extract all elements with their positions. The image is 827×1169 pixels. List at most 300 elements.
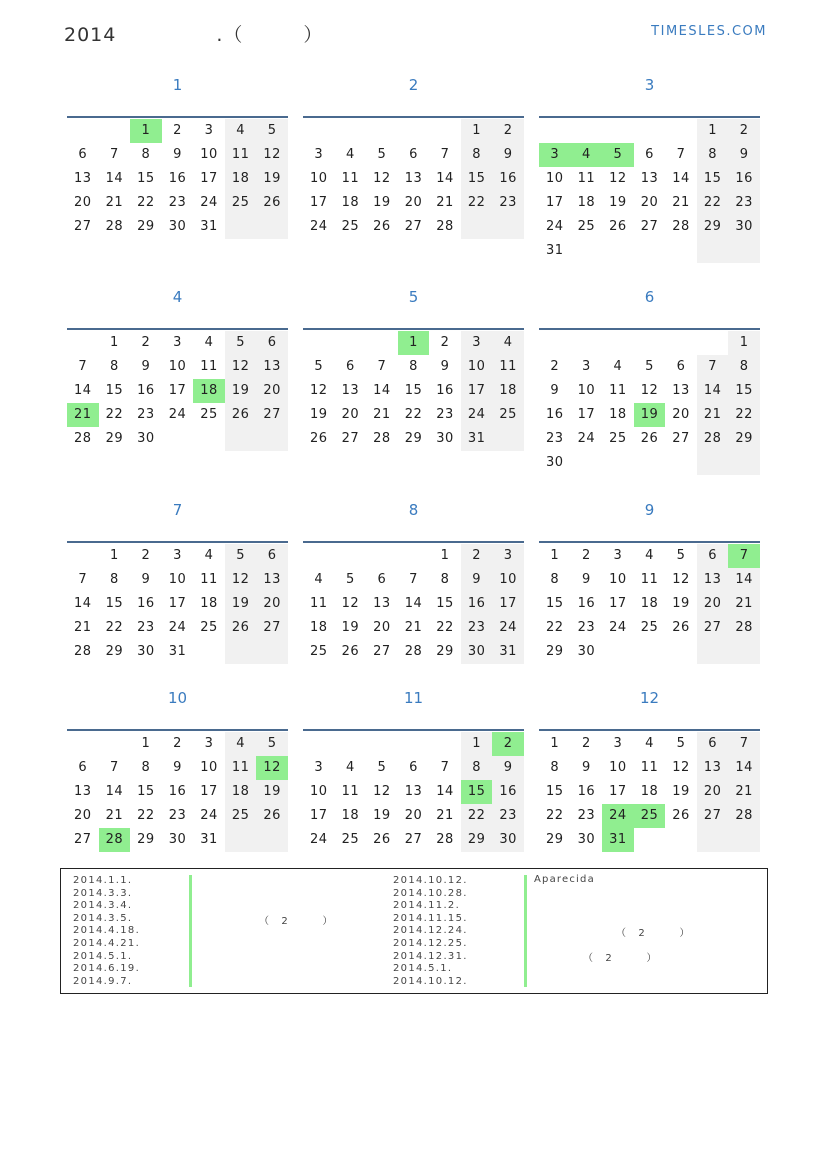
day-cell[interactable]: 1 — [550, 548, 560, 563]
day-cell[interactable]: 7 — [109, 760, 119, 775]
day-cell[interactable]: 11 — [200, 572, 218, 587]
day-cell[interactable]: 11 — [492, 355, 524, 379]
day-cell[interactable]: 1 — [440, 548, 450, 563]
day-cell[interactable]: 18 — [225, 780, 257, 804]
day-cell[interactable]: 13 — [404, 784, 423, 799]
day-cell[interactable]: 4 — [492, 331, 524, 355]
day-cell[interactable]: 13 — [341, 383, 360, 398]
day-cell[interactable]: 29 — [546, 644, 564, 659]
day-cell[interactable]: 20 — [640, 195, 659, 210]
day-cell[interactable]: 30 — [577, 644, 596, 659]
day-cell[interactable]: 23 — [492, 804, 524, 828]
day-cell[interactable]: 13 — [672, 383, 690, 398]
day-cell[interactable]: 21 — [436, 808, 454, 823]
day-cell[interactable]: 24 — [492, 616, 524, 640]
day-cell[interactable]: 14 — [436, 784, 454, 799]
day-cell[interactable]: 30 — [492, 828, 524, 852]
day-cell[interactable]: 4 — [204, 548, 214, 563]
day-cell[interactable]: 6 — [409, 760, 418, 775]
day-cell[interactable]: 22 — [436, 620, 454, 635]
day-cell[interactable]: 16 — [168, 784, 187, 799]
day-cell[interactable]: 2 — [492, 119, 524, 143]
day-cell[interactable]: 2 — [581, 548, 591, 563]
day-cell[interactable]: 19 — [256, 167, 288, 191]
day-cell[interactable]: 5 — [345, 572, 355, 587]
day-cell[interactable]: 24 — [609, 620, 627, 635]
day-cell[interactable]: 30 — [577, 832, 596, 847]
day-cell[interactable]: 10 — [310, 171, 328, 186]
day-cell[interactable]: 15 — [105, 596, 124, 611]
day-cell[interactable]: 11 — [200, 359, 218, 374]
day-cell[interactable]: 12 — [310, 383, 328, 398]
day-cell[interactable]: 19 — [341, 620, 360, 635]
day-cell[interactable]: 12 — [672, 760, 690, 775]
day-cell[interactable]: 24 — [310, 219, 328, 234]
day-cell[interactable]: 3 — [581, 359, 591, 374]
day-cell[interactable]: 11 — [609, 383, 627, 398]
day-cell[interactable]: 21 — [436, 195, 454, 210]
day-cell[interactable]: 26 — [640, 431, 659, 446]
day-cell[interactable]: 20 — [256, 379, 288, 403]
day-cell[interactable]: 4 — [645, 736, 654, 751]
day-cell[interactable]: 24 — [461, 403, 493, 427]
day-cell[interactable]: 9 — [728, 143, 760, 167]
day-cell[interactable]: 6 — [256, 331, 288, 355]
day-cell[interactable]: 1 — [697, 119, 729, 143]
day-cell[interactable]: 17 — [200, 784, 218, 799]
day-cell[interactable]: 31 — [602, 828, 634, 852]
day-cell[interactable]: 29 — [137, 832, 155, 847]
day-cell[interactable]: 18 — [341, 195, 360, 210]
day-cell[interactable]: 11 — [577, 171, 596, 186]
day-cell[interactable]: 20 — [74, 195, 92, 210]
day-cell[interactable]: 8 — [109, 572, 119, 587]
day-cell[interactable]: 8 — [550, 760, 560, 775]
day-cell[interactable]: 30 — [728, 215, 760, 239]
day-cell[interactable]: 21 — [697, 403, 729, 427]
day-cell[interactable]: 30 — [168, 832, 187, 847]
day-cell[interactable]: 28 — [74, 644, 92, 659]
day-cell[interactable]: 31 — [546, 243, 564, 258]
day-cell[interactable]: 27 — [256, 616, 288, 640]
day-cell[interactable]: 13 — [74, 784, 92, 799]
day-cell[interactable]: 23 — [168, 808, 187, 823]
day-cell[interactable]: 14 — [728, 756, 760, 780]
day-cell[interactable]: 30 — [137, 644, 155, 659]
day-cell[interactable]: 22 — [105, 620, 124, 635]
day-cell[interactable]: 11 — [341, 171, 360, 186]
day-cell[interactable]: 23 — [577, 808, 596, 823]
day-cell[interactable]: 14 — [436, 171, 454, 186]
day-cell[interactable]: 28 — [404, 644, 423, 659]
day-cell[interactable]: 29 — [697, 215, 729, 239]
day-cell[interactable]: 8 — [141, 760, 151, 775]
day-cell[interactable]: 26 — [225, 403, 257, 427]
day-cell[interactable]: 18 — [310, 620, 328, 635]
day-cell[interactable]: 17 — [200, 171, 218, 186]
day-cell[interactable]: 12 — [225, 355, 257, 379]
day-cell[interactable]: 3 — [539, 143, 571, 167]
day-cell[interactable]: 4 — [225, 119, 257, 143]
day-cell[interactable]: 12 — [225, 568, 257, 592]
day-cell[interactable]: 10 — [461, 355, 493, 379]
day-cell[interactable]: 16 — [546, 407, 564, 422]
day-cell[interactable]: 26 — [256, 191, 288, 215]
day-cell[interactable]: 3 — [613, 548, 623, 563]
day-cell[interactable]: 2 — [141, 335, 151, 350]
day-cell[interactable]: 1 — [109, 548, 119, 563]
day-cell[interactable]: 28 — [99, 828, 131, 852]
day-cell[interactable]: 28 — [728, 616, 760, 640]
day-cell[interactable]: 9 — [550, 383, 560, 398]
day-cell[interactable]: 24 — [200, 195, 218, 210]
day-cell[interactable]: 19 — [373, 808, 391, 823]
day-cell[interactable]: 15 — [546, 596, 564, 611]
day-cell[interactable]: 25 — [640, 620, 659, 635]
day-cell[interactable]: 25 — [200, 407, 218, 422]
day-cell[interactable]: 12 — [341, 596, 360, 611]
day-cell[interactable]: 18 — [341, 808, 360, 823]
day-cell[interactable]: 7 — [728, 732, 760, 756]
day-cell[interactable]: 19 — [256, 780, 288, 804]
day-cell[interactable]: 8 — [409, 359, 418, 374]
day-cell[interactable]: 1 — [109, 335, 119, 350]
day-cell[interactable]: 13 — [256, 355, 288, 379]
day-cell[interactable]: 7 — [409, 572, 418, 587]
day-cell[interactable]: 1 — [461, 732, 493, 756]
day-cell[interactable]: 4 — [225, 732, 257, 756]
day-cell[interactable]: 26 — [310, 431, 328, 446]
day-cell[interactable]: 20 — [373, 620, 391, 635]
day-cell[interactable]: 7 — [676, 147, 686, 162]
day-cell[interactable]: 27 — [341, 431, 360, 446]
day-cell[interactable]: 10 — [200, 760, 218, 775]
day-cell[interactable]: 2 — [141, 548, 151, 563]
day-cell[interactable]: 15 — [404, 383, 423, 398]
day-cell[interactable]: 9 — [581, 572, 591, 587]
day-cell[interactable]: 27 — [697, 616, 729, 640]
day-cell[interactable]: 18 — [577, 195, 596, 210]
day-cell[interactable]: 15 — [546, 784, 564, 799]
day-cell[interactable]: 5 — [314, 359, 324, 374]
day-cell[interactable]: 26 — [672, 620, 690, 635]
day-cell[interactable]: 7 — [109, 147, 119, 162]
day-cell[interactable]: 31 — [168, 644, 187, 659]
day-cell[interactable]: 10 — [609, 760, 627, 775]
day-cell[interactable]: 24 — [310, 832, 328, 847]
day-cell[interactable]: 27 — [697, 804, 729, 828]
day-cell[interactable]: 16 — [461, 592, 493, 616]
day-cell[interactable]: 14 — [404, 596, 423, 611]
day-cell[interactable]: 18 — [492, 379, 524, 403]
day-cell[interactable]: 21 — [105, 195, 124, 210]
day-cell[interactable]: 18 — [609, 407, 627, 422]
day-cell[interactable]: 4 — [613, 359, 623, 374]
day-cell[interactable]: 12 — [256, 756, 288, 780]
day-cell[interactable]: 18 — [225, 167, 257, 191]
day-cell[interactable]: 16 — [137, 383, 155, 398]
day-cell[interactable]: 4 — [645, 548, 654, 563]
day-cell[interactable]: 24 — [200, 808, 218, 823]
day-cell[interactable]: 6 — [645, 147, 654, 162]
day-cell[interactable]: 24 — [577, 431, 596, 446]
day-cell[interactable]: 4 — [204, 335, 214, 350]
day-cell[interactable]: 8 — [461, 143, 493, 167]
day-cell[interactable]: 14 — [373, 383, 391, 398]
day-cell[interactable]: 11 — [225, 756, 257, 780]
day-cell[interactable]: 21 — [728, 592, 760, 616]
day-cell[interactable]: 15 — [137, 171, 155, 186]
day-cell[interactable]: 31 — [492, 640, 524, 664]
day-cell[interactable]: 6 — [256, 544, 288, 568]
day-cell[interactable]: 29 — [461, 828, 493, 852]
day-cell[interactable]: 30 — [546, 455, 564, 470]
day-cell[interactable]: 27 — [373, 644, 391, 659]
day-cell[interactable]: 23 — [546, 431, 564, 446]
day-cell[interactable]: 26 — [225, 616, 257, 640]
day-cell[interactable]: 12 — [672, 572, 690, 587]
day-cell[interactable]: 24 — [168, 407, 187, 422]
day-cell[interactable]: 20 — [404, 195, 423, 210]
day-cell[interactable]: 1 — [130, 119, 162, 143]
day-cell[interactable]: 13 — [697, 568, 729, 592]
day-cell[interactable]: 17 — [168, 596, 187, 611]
day-cell[interactable]: 5 — [377, 147, 387, 162]
day-cell[interactable]: 2 — [728, 119, 760, 143]
day-cell[interactable]: 18 — [640, 784, 659, 799]
day-cell[interactable]: 27 — [404, 832, 423, 847]
day-cell[interactable]: 29 — [105, 644, 124, 659]
day-cell[interactable]: 11 — [341, 784, 360, 799]
day-cell[interactable]: 15 — [697, 167, 729, 191]
day-cell[interactable]: 10 — [609, 572, 627, 587]
day-cell[interactable]: 6 — [676, 359, 686, 374]
day-cell[interactable]: 14 — [105, 171, 124, 186]
day-cell[interactable]: 27 — [404, 219, 423, 234]
day-cell[interactable]: 17 — [310, 808, 328, 823]
day-cell[interactable]: 22 — [461, 191, 493, 215]
day-cell[interactable]: 7 — [440, 760, 450, 775]
day-cell[interactable]: 2 — [581, 736, 591, 751]
day-cell[interactable]: 17 — [546, 195, 564, 210]
day-cell[interactable]: 25 — [492, 403, 524, 427]
day-cell[interactable]: 17 — [577, 407, 596, 422]
day-cell[interactable]: 25 — [341, 219, 360, 234]
day-cell[interactable]: 2 — [440, 335, 450, 350]
day-cell[interactable]: 21 — [672, 195, 690, 210]
day-cell[interactable]: 10 — [200, 147, 218, 162]
day-cell[interactable]: 22 — [697, 191, 729, 215]
day-cell[interactable]: 28 — [697, 427, 729, 451]
day-cell[interactable]: 18 — [640, 596, 659, 611]
day-cell[interactable]: 8 — [440, 572, 450, 587]
day-cell[interactable]: 5 — [676, 548, 686, 563]
day-cell[interactable]: 29 — [728, 427, 760, 451]
day-cell[interactable]: 22 — [461, 804, 493, 828]
day-cell[interactable]: 15 — [728, 379, 760, 403]
day-cell[interactable]: 25 — [225, 804, 257, 828]
day-cell[interactable]: 7 — [78, 359, 88, 374]
site-logo[interactable]: TIMESLES.COM — [651, 24, 767, 39]
day-cell[interactable]: 8 — [461, 756, 493, 780]
day-cell[interactable]: 30 — [168, 219, 187, 234]
day-cell[interactable]: 15 — [461, 167, 493, 191]
day-cell[interactable]: 14 — [105, 784, 124, 799]
day-cell[interactable]: 27 — [672, 431, 690, 446]
day-cell[interactable]: 6 — [377, 572, 387, 587]
day-cell[interactable]: 8 — [697, 143, 729, 167]
day-cell[interactable]: 19 — [373, 195, 391, 210]
day-cell[interactable]: 19 — [672, 784, 690, 799]
day-cell[interactable]: 2 — [492, 732, 524, 756]
day-cell[interactable]: 17 — [609, 596, 627, 611]
day-cell[interactable]: 7 — [728, 544, 760, 568]
day-cell[interactable]: 22 — [728, 403, 760, 427]
day-cell[interactable]: 2 — [550, 359, 560, 374]
day-cell[interactable]: 29 — [546, 832, 564, 847]
day-cell[interactable]: 9 — [492, 756, 524, 780]
day-cell[interactable]: 7 — [697, 355, 729, 379]
day-cell[interactable]: 21 — [373, 407, 391, 422]
day-cell[interactable]: 17 — [492, 592, 524, 616]
day-cell[interactable]: 10 — [546, 171, 564, 186]
day-cell[interactable]: 24 — [602, 804, 634, 828]
day-cell[interactable]: 5 — [676, 736, 686, 751]
day-cell[interactable]: 7 — [440, 147, 450, 162]
day-cell[interactable]: 11 — [640, 760, 659, 775]
day-cell[interactable]: 25 — [634, 804, 666, 828]
day-cell[interactable]: 5 — [377, 760, 387, 775]
day-cell[interactable]: 23 — [436, 407, 454, 422]
day-cell[interactable]: 1 — [461, 119, 493, 143]
day-cell[interactable]: 19 — [225, 379, 257, 403]
day-cell[interactable]: 25 — [310, 644, 328, 659]
day-cell[interactable]: 20 — [697, 780, 729, 804]
day-cell[interactable]: 20 — [672, 407, 690, 422]
day-cell[interactable]: 26 — [609, 219, 627, 234]
day-cell[interactable]: 17 — [609, 784, 627, 799]
day-cell[interactable]: 3 — [314, 760, 324, 775]
day-cell[interactable]: 20 — [341, 407, 360, 422]
day-cell[interactable]: 8 — [109, 359, 119, 374]
day-cell[interactable]: 12 — [640, 383, 659, 398]
day-cell[interactable]: 3 — [173, 335, 182, 350]
day-cell[interactable]: 28 — [672, 219, 690, 234]
day-cell[interactable]: 13 — [697, 756, 729, 780]
day-cell[interactable]: 30 — [137, 431, 155, 446]
day-cell[interactable]: 16 — [577, 596, 596, 611]
day-cell[interactable]: 15 — [461, 780, 493, 804]
day-cell[interactable]: 11 — [640, 572, 659, 587]
day-cell[interactable]: 6 — [697, 732, 729, 756]
day-cell[interactable]: 22 — [546, 808, 564, 823]
day-cell[interactable]: 27 — [74, 219, 92, 234]
day-cell[interactable]: 12 — [256, 143, 288, 167]
day-cell[interactable]: 9 — [492, 143, 524, 167]
day-cell[interactable]: 14 — [728, 568, 760, 592]
day-cell[interactable]: 30 — [461, 640, 493, 664]
day-cell[interactable]: 7 — [78, 572, 88, 587]
day-cell[interactable]: 26 — [373, 219, 391, 234]
day-cell[interactable]: 8 — [141, 147, 151, 162]
day-cell[interactable]: 28 — [436, 832, 454, 847]
day-cell[interactable]: 16 — [728, 167, 760, 191]
day-cell[interactable]: 13 — [74, 171, 92, 186]
day-cell[interactable]: 16 — [492, 167, 524, 191]
day-cell[interactable]: 25 — [341, 832, 360, 847]
day-cell[interactable]: 30 — [436, 431, 454, 446]
day-cell[interactable]: 10 — [168, 359, 187, 374]
day-cell[interactable]: 14 — [74, 383, 92, 398]
day-cell[interactable]: 6 — [78, 760, 88, 775]
day-cell[interactable]: 12 — [373, 784, 391, 799]
day-cell[interactable]: 29 — [137, 219, 155, 234]
day-cell[interactable]: 1 — [550, 736, 560, 751]
day-cell[interactable]: 23 — [137, 407, 155, 422]
day-cell[interactable]: 3 — [492, 544, 524, 568]
day-cell[interactable]: 21 — [105, 808, 124, 823]
day-cell[interactable]: 1 — [141, 736, 151, 751]
day-cell[interactable]: 28 — [105, 219, 124, 234]
day-cell[interactable]: 16 — [577, 784, 596, 799]
day-cell[interactable]: 24 — [168, 620, 187, 635]
day-cell[interactable]: 26 — [341, 644, 360, 659]
day-cell[interactable]: 23 — [137, 620, 155, 635]
day-cell[interactable]: 8 — [728, 355, 760, 379]
day-cell[interactable]: 5 — [256, 732, 288, 756]
day-cell[interactable]: 25 — [225, 191, 257, 215]
day-cell[interactable]: 22 — [105, 407, 124, 422]
day-cell[interactable]: 13 — [256, 568, 288, 592]
day-cell[interactable]: 31 — [200, 219, 218, 234]
day-cell[interactable]: 5 — [645, 359, 654, 374]
day-cell[interactable]: 21 — [74, 620, 92, 635]
day-cell[interactable]: 24 — [546, 219, 564, 234]
day-cell[interactable]: 21 — [404, 620, 423, 635]
day-cell[interactable]: 16 — [436, 383, 454, 398]
day-cell[interactable]: 4 — [314, 572, 324, 587]
day-cell[interactable]: 5 — [225, 331, 257, 355]
day-cell[interactable]: 9 — [173, 147, 182, 162]
day-cell[interactable]: 23 — [728, 191, 760, 215]
day-cell[interactable]: 13 — [404, 171, 423, 186]
day-cell[interactable]: 28 — [74, 431, 92, 446]
day-cell[interactable]: 6 — [345, 359, 355, 374]
day-cell[interactable]: 4 — [345, 147, 355, 162]
day-cell[interactable]: 23 — [492, 191, 524, 215]
day-cell[interactable]: 14 — [697, 379, 729, 403]
day-cell[interactable]: 9 — [141, 572, 151, 587]
day-cell[interactable]: 20 — [697, 592, 729, 616]
day-cell[interactable]: 3 — [173, 548, 182, 563]
day-cell[interactable]: 11 — [225, 143, 257, 167]
day-cell[interactable]: 3 — [204, 736, 214, 751]
day-cell[interactable]: 17 — [461, 379, 493, 403]
day-cell[interactable]: 8 — [550, 572, 560, 587]
day-cell[interactable]: 18 — [200, 596, 218, 611]
day-cell[interactable]: 22 — [546, 620, 564, 635]
day-cell[interactable]: 17 — [168, 383, 187, 398]
day-cell[interactable]: 27 — [640, 219, 659, 234]
day-cell[interactable]: 28 — [436, 219, 454, 234]
day-cell[interactable]: 16 — [492, 780, 524, 804]
day-cell[interactable]: 27 — [256, 403, 288, 427]
day-cell[interactable]: 25 — [200, 620, 218, 635]
day-cell[interactable]: 22 — [137, 808, 155, 823]
day-cell[interactable]: 23 — [168, 195, 187, 210]
day-cell[interactable]: 3 — [204, 123, 214, 138]
day-cell[interactable]: 22 — [404, 407, 423, 422]
